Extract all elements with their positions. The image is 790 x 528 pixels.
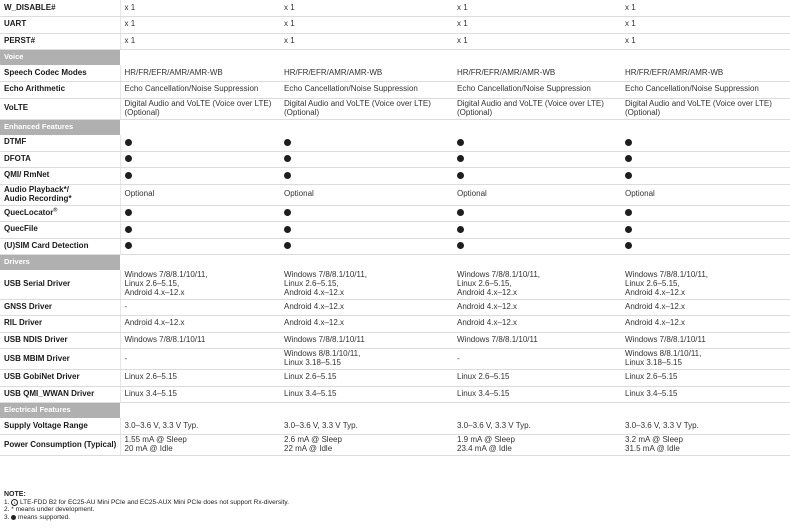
cell-value: Digital Audio and VoLTE (Voice over LTE) (Optional) — [621, 98, 790, 119]
cell-value — [621, 222, 790, 239]
circled-number-icon: 1 — [11, 499, 18, 506]
cell-value: Digital Audio and VoLTE (Voice over LTE) (Optional) — [280, 98, 453, 119]
cell-value: Android 4.x–12.x — [280, 316, 453, 333]
supported-dot-icon — [125, 226, 132, 233]
cell-value: x 1 — [453, 17, 621, 34]
cell-value: Echo Cancellation/Noise Suppression — [280, 82, 453, 99]
supported-dot-icon — [284, 155, 291, 162]
row-label: Supply Voltage Range — [0, 418, 120, 435]
table-row — [0, 0, 790, 17]
cell-value — [453, 168, 621, 185]
row-label: UART — [0, 17, 120, 34]
table-row — [0, 270, 790, 299]
cell-value: Digital Audio and VoLTE (Voice over LTE) (Optional) — [120, 98, 280, 119]
row-label: USB QMI_WWAN Driver — [0, 386, 120, 403]
cell-value: Echo Cancellation/Noise Suppression — [621, 82, 790, 99]
row-label: USB GobiNet Driver — [0, 370, 120, 387]
row-label: USB Serial Driver — [0, 270, 120, 299]
section-title: Drivers — [0, 255, 120, 271]
row-label: VoLTE — [0, 98, 120, 119]
cell-value: 1.55 mA @ Sleep 20 mA @ Idle — [120, 435, 280, 456]
cell-value: Linux 3.4–5.15 — [280, 386, 453, 403]
bullet-dot-icon — [11, 515, 16, 520]
cell-value: x 1 — [453, 0, 621, 17]
cell-value: Optional — [453, 184, 621, 205]
table-row — [0, 17, 790, 34]
cell-value — [120, 168, 280, 185]
cell-value: Optional — [621, 184, 790, 205]
section-header — [0, 119, 790, 135]
section-title: Voice — [0, 50, 120, 66]
cell-value: - — [120, 299, 280, 316]
cell-value: Windows 7/8/8.1/10/11 — [120, 332, 280, 349]
cell-value: 3.2 mA @ Sleep 31.5 mA @ Idle — [621, 435, 790, 456]
table-row — [0, 299, 790, 316]
cell-value — [453, 151, 621, 168]
section-header — [0, 50, 790, 66]
table-row — [0, 238, 790, 255]
supported-dot-icon — [125, 242, 132, 249]
supported-dot-icon — [125, 155, 132, 162]
row-label: RIL Driver — [0, 316, 120, 333]
cell-value: Android 4.x–12.x — [453, 299, 621, 316]
cell-value — [280, 135, 453, 152]
cell-value: 2.6 mA @ Sleep 22 mA @ Idle — [280, 435, 453, 456]
supported-dot-icon — [457, 242, 464, 249]
table-row — [0, 418, 790, 435]
section-header — [0, 255, 790, 271]
cell-value: 3.0–3.6 V, 3.3 V Typ. — [120, 418, 280, 435]
cell-value: Android 4.x–12.x — [621, 299, 790, 316]
row-label: Echo Arithmetic — [0, 82, 120, 99]
row-label: QuecLocator® — [0, 205, 120, 222]
table-row — [0, 349, 790, 370]
cell-value: Windows 7/8/8.1/10/11 — [621, 332, 790, 349]
supported-dot-icon — [125, 139, 132, 146]
supported-dot-icon — [457, 209, 464, 216]
row-label: PERST# — [0, 33, 120, 50]
cell-value: Windows 7/8/8.1/10/11, Linux 2.6–5.15, Android 4.x–12.x — [120, 270, 280, 299]
supported-dot-icon — [625, 242, 632, 249]
supported-dot-icon — [284, 139, 291, 146]
table-row — [0, 205, 790, 222]
cell-value: Windows 8/8.1/10/11, Linux 3.18–5.15 — [280, 349, 453, 370]
cell-value — [280, 168, 453, 185]
registered-mark: ® — [53, 207, 58, 214]
cell-value — [120, 205, 280, 222]
cell-value: Linux 3.4–5.15 — [120, 386, 280, 403]
cell-value: Linux 2.6–5.15 — [120, 370, 280, 387]
section-title: Electrical Features — [0, 403, 120, 419]
cell-value: 1.9 mA @ Sleep 23.4 mA @ Idle — [453, 435, 621, 456]
cell-value — [120, 222, 280, 239]
cell-value: x 1 — [280, 0, 453, 17]
cell-value — [621, 205, 790, 222]
cell-value — [280, 151, 453, 168]
cell-value: x 1 — [453, 33, 621, 50]
cell-value: x 1 — [621, 17, 790, 34]
table-row — [0, 435, 790, 456]
cell-value: HR/FR/EFR/AMR/AMR-WB — [621, 65, 790, 82]
row-label: Power Consumption (Typical) — [0, 435, 120, 456]
cell-value: x 1 — [621, 33, 790, 50]
cell-value: Android 4.x–12.x — [453, 316, 621, 333]
cell-value: Echo Cancellation/Noise Suppression — [120, 82, 280, 99]
row-label: USB NDIS Driver — [0, 332, 120, 349]
cell-value: HR/FR/EFR/AMR/AMR-WB — [280, 65, 453, 82]
row-label: USB MBIM Driver — [0, 349, 120, 370]
row-label: DFOTA — [0, 151, 120, 168]
cell-value — [621, 168, 790, 185]
cell-value — [280, 222, 453, 239]
table-row — [0, 82, 790, 99]
supported-dot-icon — [284, 209, 291, 216]
row-label: GNSS Driver — [0, 299, 120, 316]
section-header — [0, 403, 790, 419]
supported-dot-icon — [625, 139, 632, 146]
cell-value — [453, 135, 621, 152]
supported-dot-icon — [457, 226, 464, 233]
cell-value: x 1 — [120, 17, 280, 34]
table-row — [0, 168, 790, 185]
supported-dot-icon — [125, 172, 132, 179]
row-label: Speech Codec Modes — [0, 65, 120, 82]
cell-value: 3.0–3.6 V, 3.3 V Typ. — [621, 418, 790, 435]
table-row — [0, 316, 790, 333]
cell-value: Linux 2.6–5.15 — [621, 370, 790, 387]
cell-value: x 1 — [280, 17, 453, 34]
cell-value: x 1 — [280, 33, 453, 50]
cell-value: - — [120, 349, 280, 370]
cell-value — [280, 238, 453, 255]
row-label: (U)SIM Card Detection — [0, 238, 120, 255]
cell-value: Digital Audio and VoLTE (Voice over LTE) (Optional) — [453, 98, 621, 119]
table-row — [0, 33, 790, 50]
supported-dot-icon — [457, 155, 464, 162]
cell-value — [621, 151, 790, 168]
notes-heading: NOTE: — [4, 491, 26, 498]
row-label: DTMF — [0, 135, 120, 152]
cell-value — [621, 135, 790, 152]
supported-dot-icon — [457, 139, 464, 146]
section-title: Enhanced Features — [0, 119, 120, 135]
cell-value: Windows 7/8/8.1/10/11, Linux 2.6–5.15, Android 4.x–12.x — [453, 270, 621, 299]
cell-value — [280, 205, 453, 222]
cell-value: HR/FR/EFR/AMR/AMR-WB — [120, 65, 280, 82]
cell-value: x 1 — [120, 0, 280, 17]
supported-dot-icon — [284, 226, 291, 233]
supported-dot-icon — [125, 209, 132, 216]
table-row — [0, 222, 790, 239]
cell-value: Linux 3.4–5.15 — [621, 386, 790, 403]
table-row — [0, 332, 790, 349]
row-label: W_DISABLE# — [0, 0, 120, 17]
cell-value: Android 4.x–12.x — [621, 316, 790, 333]
cell-value: HR/FR/EFR/AMR/AMR-WB — [453, 65, 621, 82]
cell-value: x 1 — [621, 0, 790, 17]
cell-value: Optional — [120, 184, 280, 205]
cell-value: Android 4.x–12.x — [280, 299, 453, 316]
table-row — [0, 65, 790, 82]
cell-value: Windows 7/8/8.1/10/11 — [280, 332, 453, 349]
cell-value: Optional — [280, 184, 453, 205]
row-label: Audio Playback*/ Audio Recording* — [0, 184, 120, 205]
table-row — [0, 98, 790, 119]
cell-value: Linux 2.6–5.15 — [453, 370, 621, 387]
note-1: 1. 1 LTE-FDD B2 for EC25-AU Mini PCIe and EC25-AUX Mini PCIe does not support Rx-diversity. — [4, 498, 289, 506]
cell-value: Linux 2.6–5.15 — [280, 370, 453, 387]
supported-dot-icon — [625, 209, 632, 216]
cell-value: x 1 — [120, 33, 280, 50]
supported-dot-icon — [457, 172, 464, 179]
cell-value: Android 4.x–12.x — [120, 316, 280, 333]
table-row — [0, 370, 790, 387]
cell-value — [120, 238, 280, 255]
notes-block — [4, 491, 289, 521]
supported-dot-icon — [284, 242, 291, 249]
cell-value: Windows 8/8.1/10/11, Linux 3.18–5.15 — [621, 349, 790, 370]
cell-value: Windows 7/8/8.1/10/11, Linux 2.6–5.15, Android 4.x–12.x — [621, 270, 790, 299]
supported-dot-icon — [284, 172, 291, 179]
cell-value — [621, 238, 790, 255]
cell-value: Linux 3.4–5.15 — [453, 386, 621, 403]
cell-value: 3.0–3.6 V, 3.3 V Typ. — [453, 418, 621, 435]
supported-dot-icon — [625, 155, 632, 162]
cell-value: Windows 7/8/8.1/10/11, Linux 2.6–5.15, Android 4.x–12.x — [280, 270, 453, 299]
cell-value — [453, 222, 621, 239]
note-2: 2. * means under development. — [4, 506, 95, 514]
table-row — [0, 151, 790, 168]
cell-value — [120, 135, 280, 152]
row-label: QMI/ RmNet — [0, 168, 120, 185]
cell-value: Windows 7/8/8.1/10/11 — [453, 332, 621, 349]
note-3: 3. means supported. — [4, 513, 71, 521]
cell-value — [453, 205, 621, 222]
table-row — [0, 184, 790, 205]
row-label: QuecFile — [0, 222, 120, 239]
cell-value — [120, 151, 280, 168]
cell-value: Echo Cancellation/Noise Suppression — [453, 82, 621, 99]
table-row — [0, 135, 790, 152]
cell-value — [453, 238, 621, 255]
cell-value: 3.0–3.6 V, 3.3 V Typ. — [280, 418, 453, 435]
table-row — [0, 386, 790, 403]
supported-dot-icon — [625, 226, 632, 233]
supported-dot-icon — [625, 172, 632, 179]
cell-value: - — [453, 349, 621, 370]
